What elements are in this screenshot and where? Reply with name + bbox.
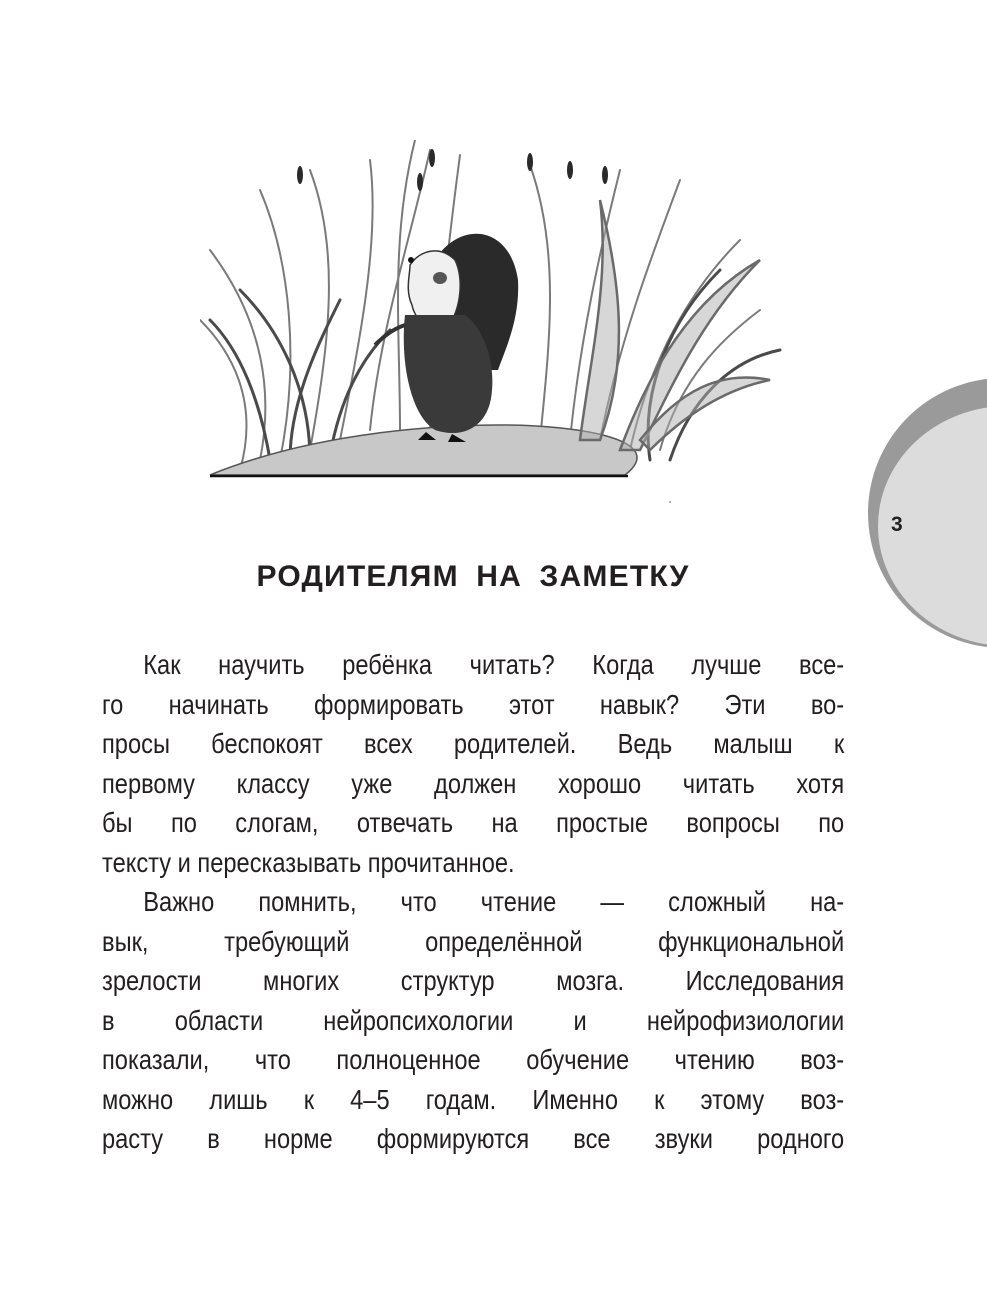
paragraph-2-line-4: в области нейропсихологии и нейрофизиологии xyxy=(102,1004,845,1036)
section-heading: РОДИТЕЛЯМ НА ЗАМЕТКУ xyxy=(256,560,690,593)
paragraph-2-line-7: расту в норме формируются все звуки родного xyxy=(102,1123,845,1154)
paragraph-1-line-1: Как научить ребёнка читать? Когда лучше все- xyxy=(143,649,845,680)
paragraph-2-line-6: можно лишь к 4–5 годам. Именно к этому воз- xyxy=(102,1083,845,1115)
paragraph-1-line-2: го начинать формировать этот навык? Эти во- xyxy=(102,688,845,720)
paragraph-2-line-1: Важно помнить, что чтение — сложный на- xyxy=(143,886,845,917)
paragraph-1-line-5: бы по слогам, отвечать на простые вопросы по xyxy=(102,807,845,838)
paragraph-1-line-3: просы беспокоят всех родителей. Ведь малыш к xyxy=(102,728,845,759)
page-number: 3 xyxy=(891,513,903,536)
body-text xyxy=(102,645,845,1159)
paragraph-2-line-5: показали, что полноценное обучение чтению воз- xyxy=(102,1044,845,1075)
paragraph-1-line-6: тексту и пересказывать прочитанное. xyxy=(102,846,515,878)
hedgehog-illustration xyxy=(200,140,800,510)
paragraph-2-line-2: вык, требующий определённой функциональной xyxy=(102,925,845,957)
paragraph-1-line-4: первому классу уже должен хорошо читать хотя xyxy=(102,767,845,799)
paragraph-2-line-3: зрелости многих структур мозга. Исследования xyxy=(102,965,845,996)
